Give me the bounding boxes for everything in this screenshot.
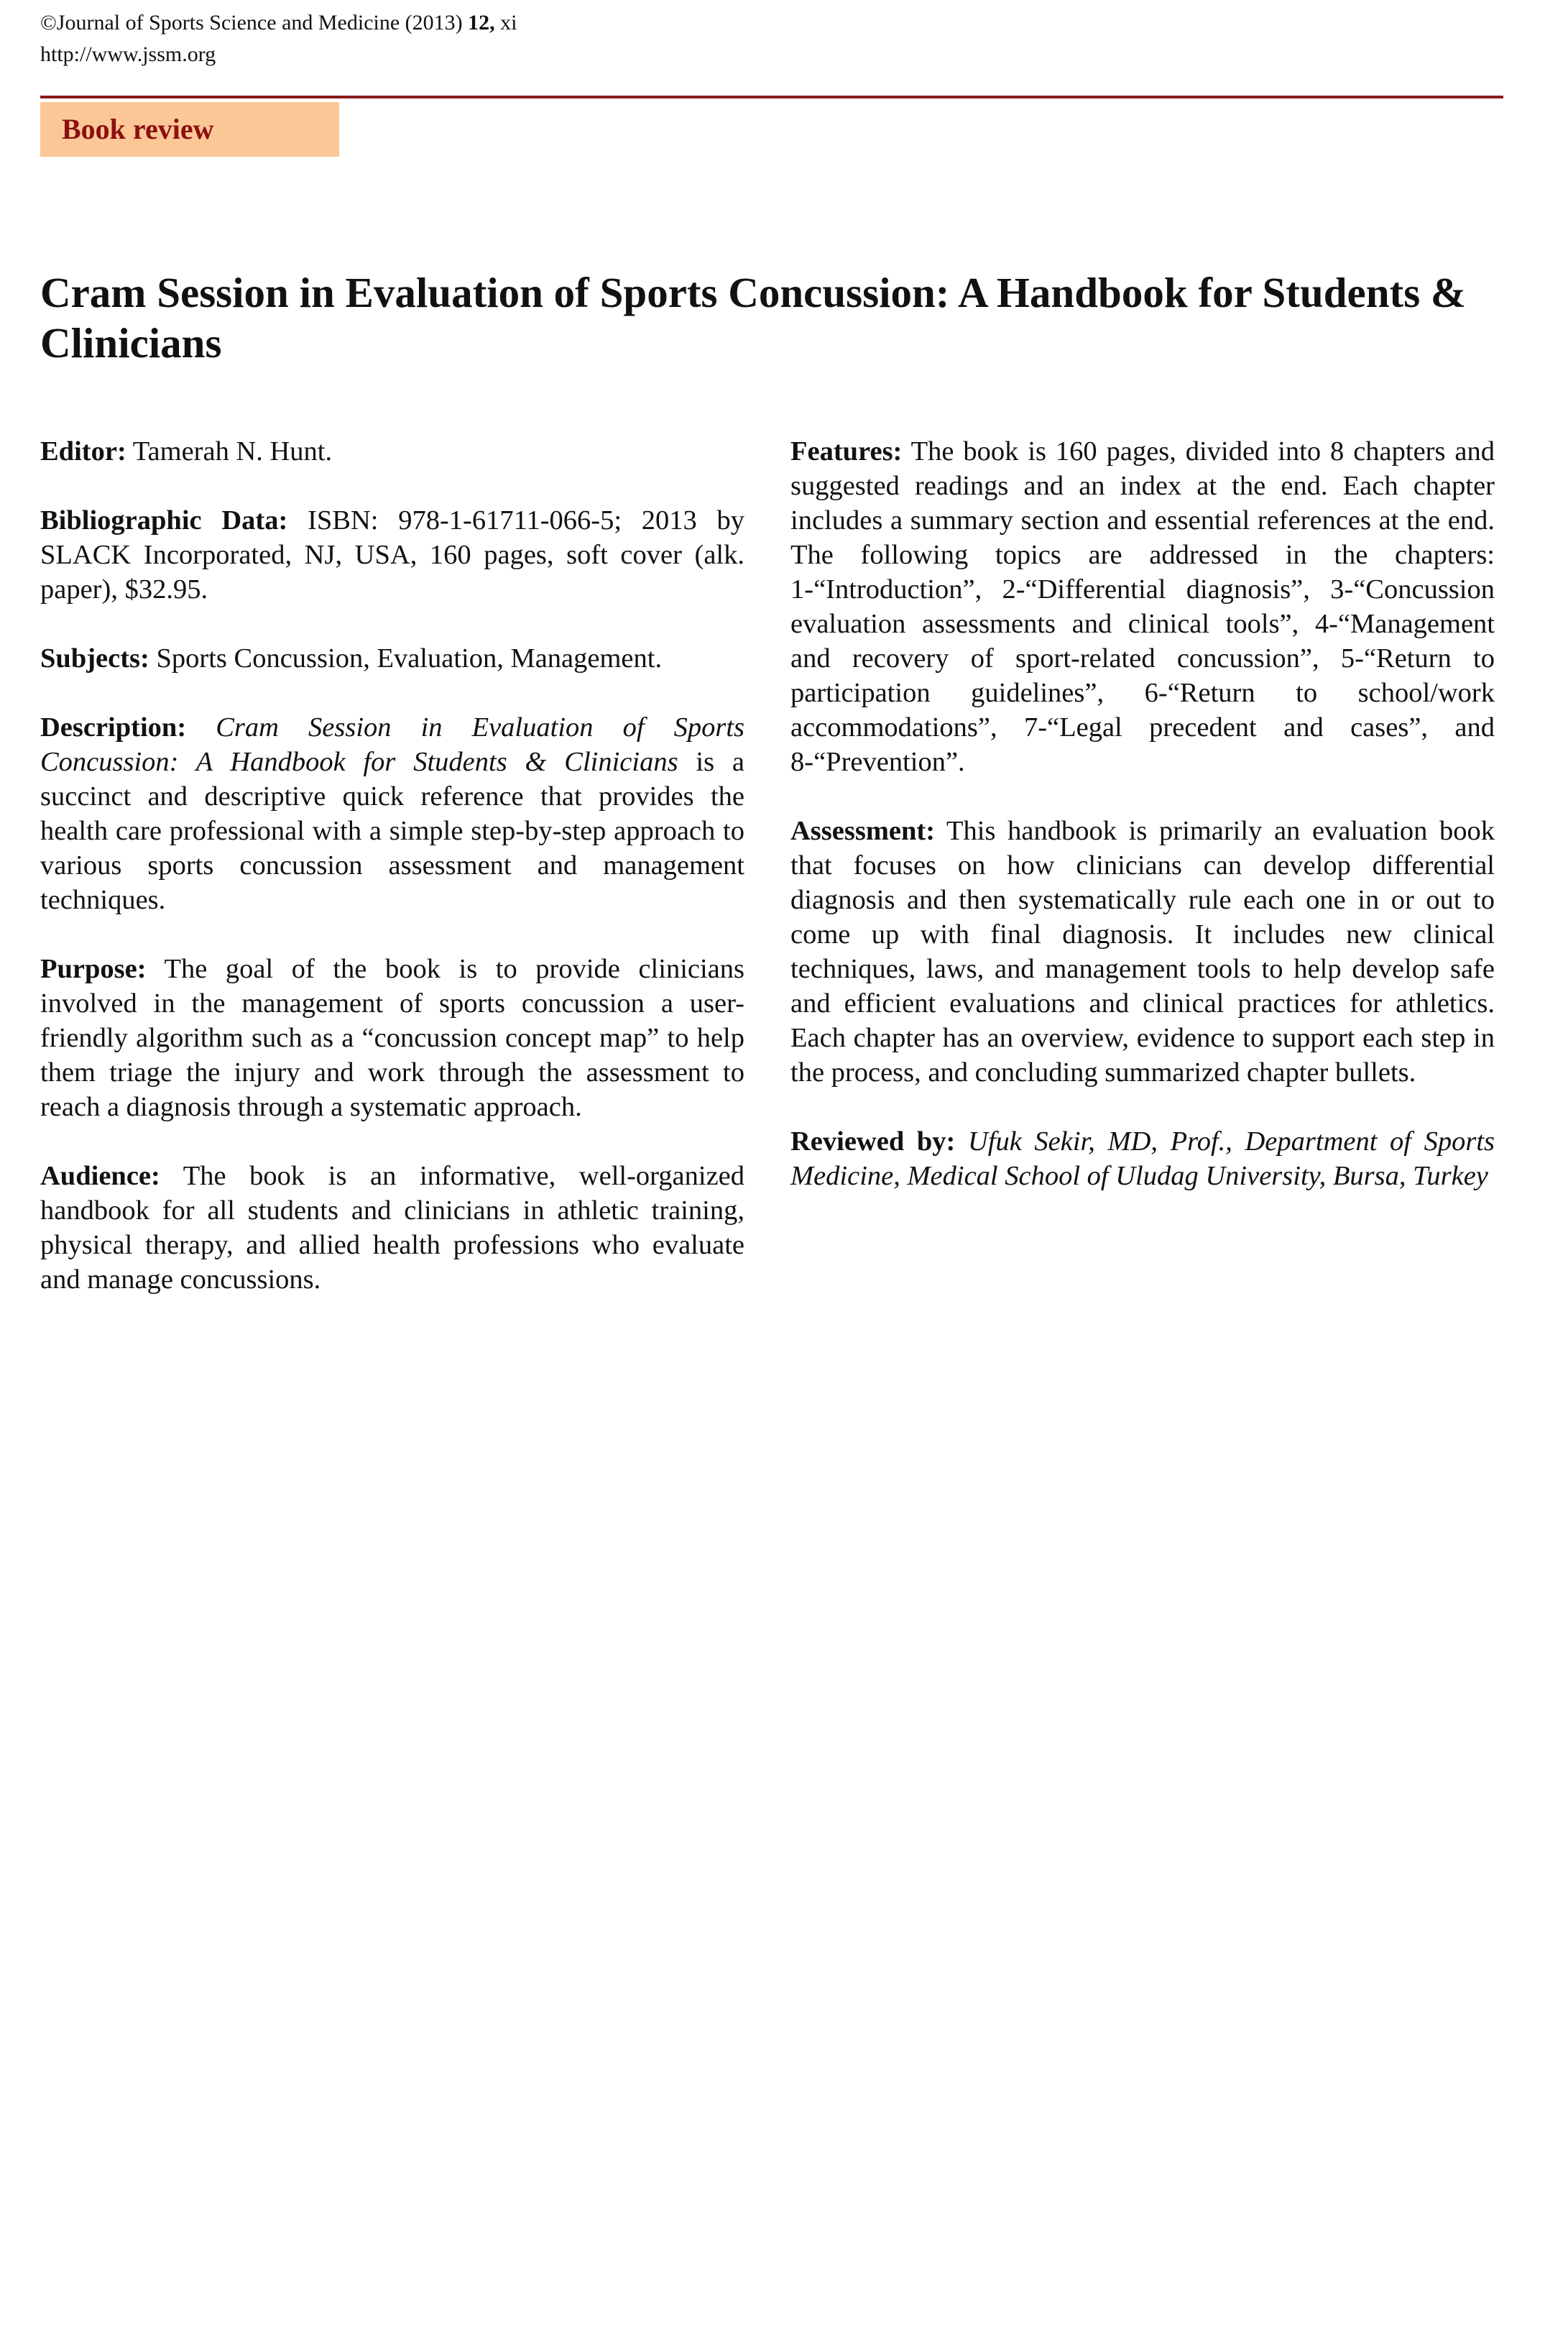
journal-page: xi	[500, 11, 517, 35]
section-badge: Book review	[40, 102, 339, 157]
audience-paragraph	[40, 1159, 744, 1297]
reviewed-by-paragraph	[790, 1124, 1495, 1193]
bibliographic-label: Bibliographic Data:	[40, 505, 288, 536]
assessment-paragraph	[790, 814, 1495, 1090]
purpose-paragraph	[40, 952, 744, 1124]
audience-text: The book is an informative, well-organized handbook for all students and clinicians in athletic training, physical therapy, and allied health professions who evaluate and manage concussions.	[40, 1161, 744, 1295]
features-text: The book is 160 pages, divided into 8 chapters and suggested readings and an index at the end. Each chapter includes a summary section and essential references at the end. The following topics are addressed in the chapters: 1-“Introduction”, 2-“Differential diagnosis”, 3-“Concussion evaluation assessments and clinical tools”, 4-“Management and recovery of sport-related concussion”, 5-“Return to participation guidelines”, 6-“Return to school/work accommodations”, 7-“Legal precedent and cases”, and 8-“Prevention”.	[790, 436, 1495, 777]
subjects-label: Subjects:	[40, 643, 149, 674]
features-label: Features:	[790, 436, 903, 467]
description-paragraph	[40, 710, 744, 917]
editor-label: Editor:	[40, 436, 126, 467]
journal-citation	[40, 7, 517, 39]
purpose-label: Purpose:	[40, 954, 147, 984]
subjects-paragraph	[40, 641, 744, 676]
assessment-label: Assessment:	[790, 816, 936, 846]
audience-label: Audience:	[40, 1161, 160, 1191]
bibliographic-paragraph	[40, 503, 744, 607]
right-column	[790, 434, 1495, 1228]
journal-name: ©Journal of Sports Science and Medicine (2013)	[40, 11, 463, 35]
journal-url[interactable]: http://www.jssm.org	[40, 42, 216, 66]
description-text: is a succinct and descriptive quick reference that provides the health care professional with a simple step-by-step approach to various sports concussion assessment and management techniques.	[40, 747, 744, 915]
description-label: Description:	[40, 712, 187, 743]
article-title: Cram Session in Evaluation of Sports Concussion: A Handbook for Students & Clinicians	[40, 269, 1467, 367]
bibliographic-text: ISBN: 978-1-61711-066-5; 2013 by SLACK Incorporated, NJ, USA, 160 pages, soft cover (alk. paper), $32.95.	[40, 505, 745, 605]
editor-text: Tamerah N. Hunt.	[132, 436, 333, 467]
editor-paragraph	[40, 434, 744, 469]
header-divider	[40, 96, 1503, 98]
journal-header	[40, 7, 517, 70]
assessment-text: This handbook is primarily an evaluation book that focuses on how clinicians can develop differential diagnosis and then systematically rule each one in or out to come up with final diagnosis. It includes new clinical techniques, laws, and management tools to help develop safe and efficient evaluations and clinical practices for athletics. Each chapter has an overview, evidence to support each step in the process, and concluding summarized chapter bullets.	[790, 816, 1495, 1088]
features-paragraph	[790, 434, 1495, 779]
reviewed-by-label: Reviewed by:	[790, 1126, 956, 1157]
subjects-text: Sports Concussion, Evaluation, Management.	[156, 643, 663, 674]
reviewer-text: Ufuk Sekir, MD, Prof., Department of Sports Medicine, Medical School of Uludag University, Bursa, Turkey	[790, 1126, 1495, 1191]
journal-volume: 12,	[468, 11, 495, 35]
description-book-title: Cram Session in Evaluation of Sports Concussion: A Handbook for Students & Clinicians	[40, 712, 744, 777]
purpose-text: The goal of the book is to provide clinicians involved in the management of sports concussion a user-friendly algorithm such as a “concussion concept map” to help them triage the injury and work through the assessment to reach a diagnosis through a systematic approach.	[40, 954, 744, 1122]
left-column	[40, 434, 744, 1331]
